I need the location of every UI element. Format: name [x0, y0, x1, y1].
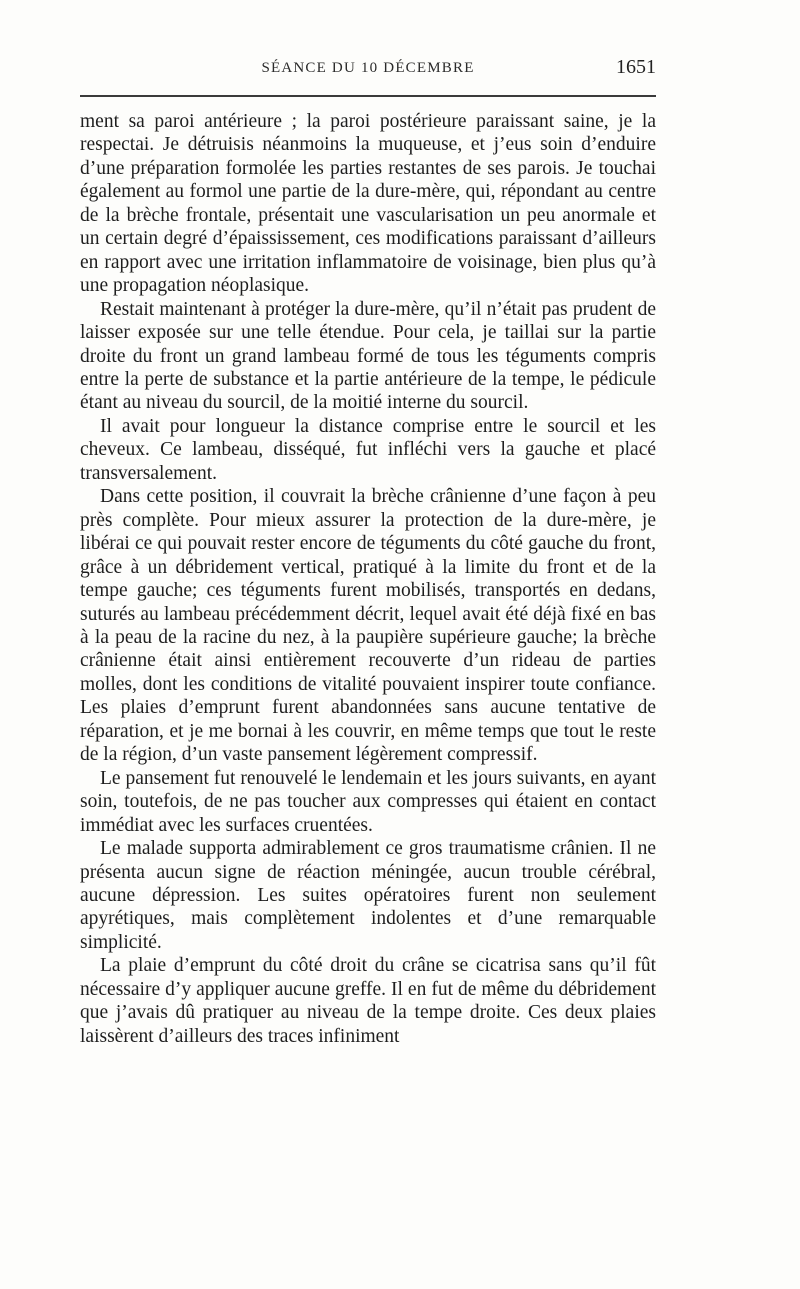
paragraph-2: Restait maintenant à protéger la dure-mère, qu’il n’était pas prudent de laisser exposée sur une telle étendue. Pour cela, je taillai sur la partie droite du front un grand lambeau formé de tous les téguments compris entre la perte de substance et la partie antérieure de la tempe, le pédicule étant au niveau du sourcil, de la moitié interne du sourcil. — [80, 298, 656, 414]
paragraph-5: Le pansement fut renouvelé le lendemain et les jours suivants, en ayant soin, toutefois, de ne pas toucher aux compresses qui étaient en contact immédiat avec les surfaces cruentées. — [80, 767, 656, 836]
paragraph-3: Il avait pour longueur la distance comprise entre le sourcil et les cheveux. Ce lambeau, disséqué, fut infléchi vers la gauche et placé transversalement. — [80, 415, 656, 484]
header-rule — [80, 95, 656, 97]
paragraph-4: Dans cette position, il couvrait la brèche crânienne d’une façon à peu près complète. Pour mieux assurer la protection de la dure-mère, je libérai ce qui pouvait rester encore de téguments du côté gauche du front, grâce à un débridement vertical, pratiqué à la limite du front et de la tempe gauche; ces téguments furent mobilisés, transportés en dedans, suturés au lambeau précédemment décrit, lequel avait été déjà fixé en bas à la peau de la racine du nez, à la paupière supérieure gauche; la brèche crânienne était ainsi entièrement recouverte d’un rideau de parties molles, dont les conditions de vitalité pouvaient inspirer toute confiance. Les plaies d’emprunt furent abandonnées sans aucune tentative de réparation, et je me bornai à les couvrir, en même temps que tout le reste de la région, d’un vaste pansement légèrement compressif. — [80, 486, 656, 766]
page-header — [80, 58, 656, 82]
paragraph-6: Le malade supporta admirablement ce gros traumatisme crânien. Il ne présenta aucun signe de réaction méningée, aucun trouble cérébral, aucune dépression. Les suites opératoires furent non seulement apyrétiques, mais complètement indolentes et d’une remarquable simplicité. — [80, 838, 656, 953]
paragraph-1: ment sa paroi antérieure ; la paroi postérieure paraissant saine, je la respectai. Je détruisis néanmoins la muqueuse, et j’eus soin d’enduire d’une préparation formolée les parties restantes de ses parois. Je touchai également au formol une partie de la dure-mère, qui, répondant au centre de la brèche frontale, présentait une vascularisation un peu anormale et un certain degré d’épaississement, ces modifications paraissant d’ailleurs en rapport avec une irritation inflammatoire de voisinage, bien plus qu’à une propagation néoplasique. — [80, 111, 656, 297]
running-title: SÉANCE DU 10 DÉCEMBRE — [261, 60, 475, 76]
page-number: 1651 — [616, 56, 656, 78]
body-text — [80, 110, 656, 1048]
paragraph-7: La plaie d’emprunt du côté droit du crâne se cicatrisa sans qu’il fût nécessaire d’y appliquer aucune greffe. Il en fut de même du débridement que j’avais dû pratiquer au niveau de la tempe droite. Ces deux plaies laissèrent d’ailleurs des traces infiniment — [80, 955, 656, 1047]
